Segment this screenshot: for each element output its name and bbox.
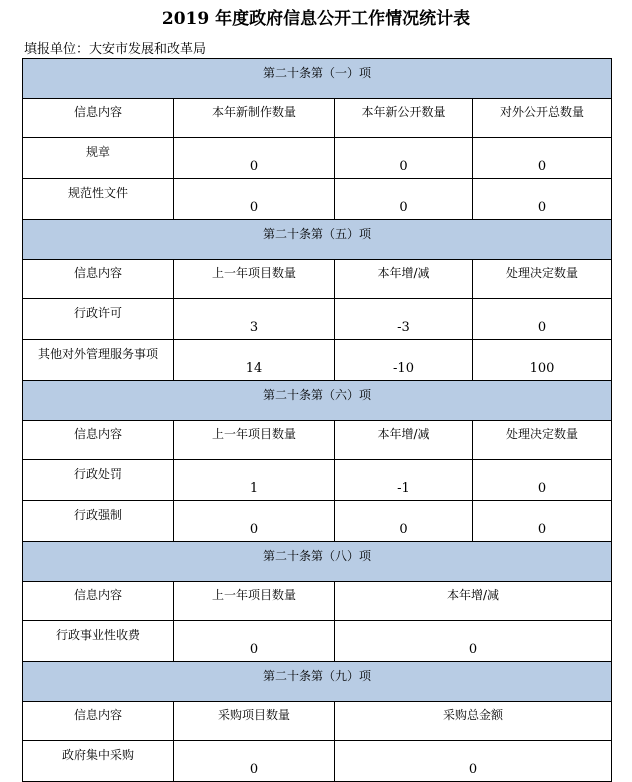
table-row: [23, 501, 612, 542]
row-label: 行政事业性收费: [23, 621, 174, 662]
cell-value: 0: [473, 460, 612, 501]
row-label: 行政强制: [23, 501, 174, 542]
column-header: 上一年项目数量: [174, 260, 335, 299]
column-header: 信息内容: [23, 99, 174, 138]
column-header: 信息内容: [23, 260, 174, 299]
row-label: 规范性文件: [23, 179, 174, 220]
cell-value: 0: [473, 501, 612, 542]
cell-value: 0: [174, 138, 335, 179]
column-header: 本年增/减: [335, 421, 473, 460]
row-label: 行政许可: [23, 299, 174, 340]
table-row: [23, 340, 612, 381]
cell-value: 0: [473, 299, 612, 340]
header-row: [23, 260, 612, 299]
section-heading-row: [23, 220, 612, 260]
section-heading: 第二十条第（五）项: [23, 220, 612, 260]
column-header: 采购总金额: [335, 702, 612, 741]
column-header: 处理决定数量: [473, 421, 612, 460]
cell-value: -1: [335, 460, 473, 501]
page-title: 2019 年度政府信息公开工作情况统计表: [161, 9, 471, 29]
cell-value: -10: [335, 340, 473, 381]
cell-value: 14: [174, 340, 335, 381]
section-heading: 第二十条第（一）项: [23, 59, 612, 99]
row-label: 政府集中采购: [23, 741, 174, 782]
column-header: 本年增/减: [335, 260, 473, 299]
cell-value: -3: [335, 299, 473, 340]
row-label: 行政处罚: [23, 460, 174, 501]
column-header: 信息内容: [23, 421, 174, 460]
section-heading: 第二十条第（六）项: [23, 381, 612, 421]
cell-value: 0: [335, 501, 473, 542]
column-header: 上一年项目数量: [174, 421, 335, 460]
header-row: [23, 702, 612, 741]
cell-value: 0: [174, 741, 335, 782]
cell-value: 0: [335, 179, 473, 220]
cell-value: 0: [174, 179, 335, 220]
statistics-table: [22, 58, 612, 782]
section-heading-row: [23, 381, 612, 421]
table-row: [23, 299, 612, 340]
section-heading: 第二十条第（九）项: [23, 662, 612, 702]
cell-value: 0: [335, 741, 612, 782]
table-row: [23, 621, 612, 662]
row-label: 其他对外管理服务事项: [23, 340, 174, 381]
column-header: 处理决定数量: [473, 260, 612, 299]
table-row: [23, 138, 612, 179]
row-label: 规章: [23, 138, 174, 179]
cell-value: 0: [174, 501, 335, 542]
header-row: [23, 582, 612, 621]
column-header: 本年增/减: [335, 582, 612, 621]
column-header: 上一年项目数量: [174, 582, 335, 621]
table-row: [23, 179, 612, 220]
header-row: [23, 99, 612, 138]
cell-value: 1: [174, 460, 335, 501]
cell-value: 3: [174, 299, 335, 340]
column-header: 本年新公开数量: [335, 99, 473, 138]
cell-value: 0: [473, 179, 612, 220]
cell-value: 0: [335, 621, 612, 662]
cell-value: 100: [473, 340, 612, 381]
section-heading-row: [23, 59, 612, 99]
header-row: [23, 421, 612, 460]
cell-value: 0: [473, 138, 612, 179]
section-heading-row: [23, 662, 612, 702]
reporting-unit: 填报单位：大安市发展和改革局: [24, 42, 207, 57]
column-header: 信息内容: [23, 582, 174, 621]
cell-value: 0: [174, 621, 335, 662]
column-header: 本年新制作数量: [174, 99, 335, 138]
section-heading-row: [23, 542, 612, 582]
column-header: 信息内容: [23, 702, 174, 741]
column-header: 对外公开总数量: [473, 99, 612, 138]
column-header: 采购项目数量: [174, 702, 335, 741]
table-row: [23, 741, 612, 782]
table-row: [23, 460, 612, 501]
cell-value: 0: [335, 138, 473, 179]
section-heading: 第二十条第（八）项: [23, 542, 612, 582]
